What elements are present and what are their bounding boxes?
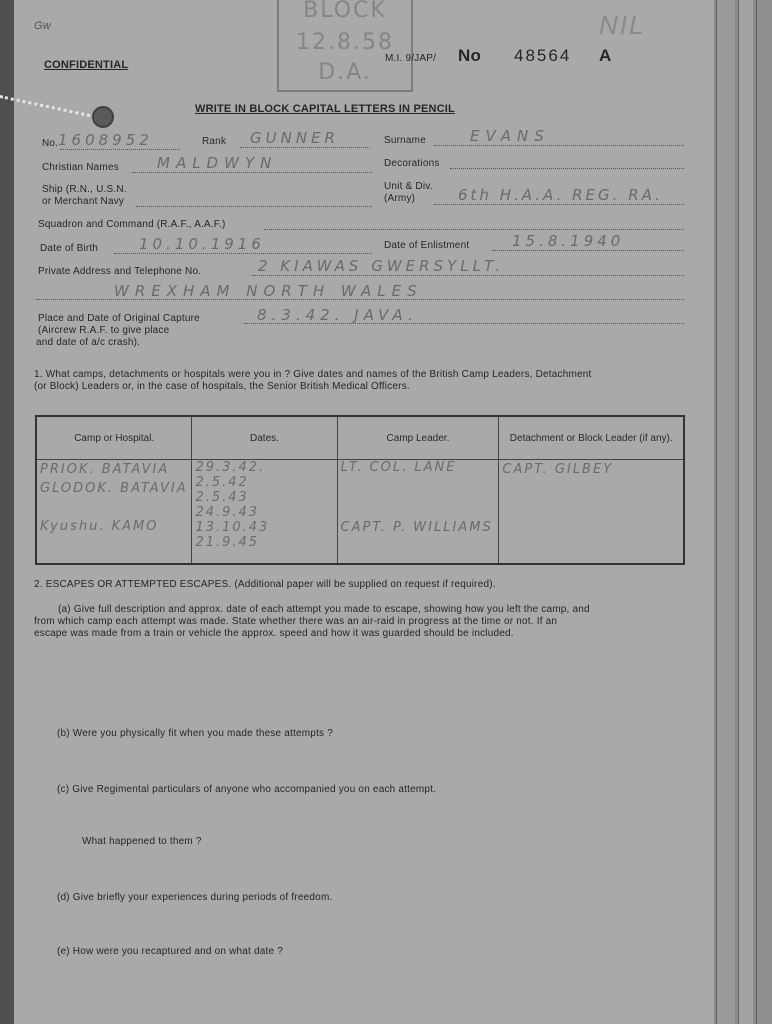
- camp-entry: GLODOK. BATAVIA: [40, 481, 188, 496]
- column-header-dates: Dates.: [192, 416, 337, 460]
- camp-leader-entry: [338, 505, 499, 520]
- date-entry: 29.3.42.: [195, 460, 266, 475]
- page-stack-edge: [712, 0, 772, 1024]
- camp-leader-entry: [338, 475, 499, 490]
- date-entry: 21.9.45: [195, 535, 260, 550]
- table-cell-detachment-leaders: [499, 460, 684, 565]
- tag-string: [0, 95, 102, 120]
- camp-entry: Kyushu. KAMO: [40, 519, 159, 534]
- section2-a-line2: from which camp each attempt was made. State whether there was an air-raid in progress at the time or not. If an: [34, 616, 558, 627]
- section1-line1: 1. What camps, detachments or hospitals were you in ? Give dates and names of the British Camp Leaders, Detachment: [34, 369, 592, 380]
- address-label: Private Address and Telephone No.: [38, 266, 202, 277]
- surname-label: Surname: [384, 135, 426, 146]
- camp-entry: [37, 498, 191, 517]
- ship-label-line1: Ship (R.N., U.S.N.: [42, 184, 127, 195]
- capture-label-line1: Place and Date of Original Capture: [38, 313, 200, 324]
- form-suffix: A: [599, 46, 612, 65]
- squadron-label: Squadron and Command (R.A.F., A.A.F.): [38, 219, 226, 230]
- christian-names-value: MALDWYN: [157, 154, 278, 172]
- camp-leader-entry: [338, 490, 499, 505]
- section2-a-line1: (a) Give full description and approx. date of each attempt you made to escape, showing how you left the camp, and: [58, 604, 590, 615]
- table-cell-camp-leaders: [337, 460, 499, 565]
- column-header-camp-leader: Camp Leader.: [337, 416, 499, 460]
- stamp-line-2: 12.8.58: [296, 30, 394, 55]
- section2-title: 2. ESCAPES OR ATTEMPTED ESCAPES. (Additional paper will be supplied on request if required).: [34, 579, 496, 590]
- enlistment-label: Date of Enlistment: [384, 240, 470, 251]
- date-entry: 2.5.42: [195, 475, 249, 490]
- dob-value: 10.10.1916: [139, 235, 265, 253]
- block-stamp: [277, 0, 413, 92]
- date-entry: 24.9.43: [195, 505, 260, 520]
- column-header-detachment-leader: Detachment or Block Leader (if any).: [499, 416, 684, 460]
- form-number: 48564: [514, 46, 572, 65]
- ship-label-line2: or Merchant Navy: [42, 196, 125, 207]
- reference-label: M.I. 9/JAP/: [385, 53, 437, 64]
- section1-line2: (or Block) Leaders or, in the case of hospitals, the Senior British Medical Officers.: [34, 381, 410, 392]
- date-entry: 2.5.43: [195, 490, 249, 505]
- section2-a-line3: escape was made from a train or vehicle the approx. speed and how it was guarded should be included.: [34, 628, 514, 639]
- detachment-leader-entry: CAPT. GILBEY: [502, 462, 614, 477]
- section2-b: (b) Were you physically fit when you made these attempts ?: [57, 728, 333, 739]
- confidential-label: CONFIDENTIAL: [44, 59, 129, 71]
- table-cell-dates: [192, 460, 337, 565]
- surname-value: EVANS: [470, 127, 550, 145]
- enlistment-value: 15.8.1940: [512, 232, 625, 250]
- section2-c: (c) Give Regimental particulars of anyone who accompanied you on each attempt.: [57, 784, 437, 795]
- instruction-heading: WRITE IN BLOCK CAPITAL LETTERS IN PENCIL: [195, 103, 455, 115]
- date-entry: 13.10.43: [195, 520, 270, 535]
- no-label: No.: [42, 138, 59, 149]
- capture-label-line2: (Aircrew R.A.F. to give place: [38, 325, 170, 336]
- table-cell-camps: [36, 460, 192, 565]
- unit-label-line2: (Army): [384, 193, 416, 204]
- capture-label-line3: and date of a/c crash).: [36, 337, 141, 348]
- camp-entry: PRIOK. BATAVIA: [40, 462, 170, 477]
- capture-value: 8.3.42. JAVA.: [257, 306, 418, 324]
- unit-label-line1: Unit & Div.: [384, 181, 433, 192]
- camp-leader-entry: LT. COL. LANE: [340, 460, 457, 475]
- christian-names-label: Christian Names: [42, 162, 119, 173]
- number-label: No: [458, 46, 482, 65]
- unit-value: 6th H.A.A. REG. RA.: [458, 186, 663, 204]
- corner-mark-nil: NIL: [599, 10, 646, 40]
- camps-table: [35, 415, 685, 565]
- address-value-line2: WREXHAM NORTH WALES: [114, 282, 423, 300]
- address-value-line1: 2 KIAWAS GWERSYLLT.: [258, 257, 505, 275]
- dob-label: Date of Birth: [40, 243, 99, 254]
- service-number-value: 1608952: [58, 131, 153, 149]
- decorations-label: Decorations: [384, 158, 440, 169]
- section2-c-followup: What happened to them ?: [82, 836, 202, 847]
- stamp-line-3: D.A.: [318, 60, 372, 85]
- rank-label: Rank: [202, 136, 227, 147]
- camp-leader-entry: CAPT. P. WILLIAMS: [340, 520, 493, 535]
- form-sheet: [14, 0, 714, 1024]
- punch-hole: [92, 106, 114, 128]
- section2-e: (e) How were you recaptured and on what date ?: [57, 946, 283, 957]
- section2-d: (d) Give briefly your experiences during periods of freedom.: [57, 892, 333, 903]
- column-header-camp: Camp or Hospital.: [36, 416, 192, 460]
- corner-mark-left: Gw: [34, 20, 51, 32]
- stamp-line-1: BLOCK: [303, 0, 387, 23]
- rank-value: GUNNER: [250, 129, 339, 147]
